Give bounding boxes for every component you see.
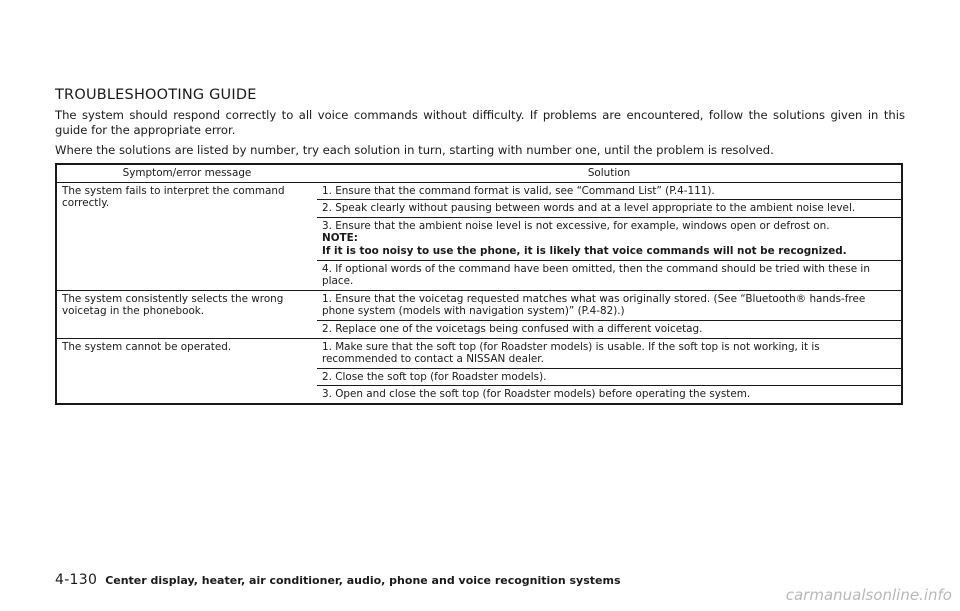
solution-text: 1. Ensure that the voicetag requested matches what was originally stored. (See “Bluetooth® hands-free phone system (models with navigation system)” (P.4-82).) bbox=[322, 292, 866, 318]
solution-text: 2. Speak clearly without pausing between words and at a level appropriate to the ambient noise level. bbox=[322, 202, 856, 215]
solution-text: 3. Ensure that the ambient noise level is not excessive, for example, windows open or defrost on. bbox=[322, 219, 830, 232]
solution-cell bbox=[317, 338, 902, 368]
solution-cell bbox=[317, 200, 902, 218]
solution-text: 2. Replace one of the voicetags being confused with a different voicetag. bbox=[322, 322, 703, 335]
symptom-cell bbox=[56, 290, 317, 338]
table-row bbox=[56, 338, 902, 368]
solution-cell bbox=[317, 290, 902, 320]
table-header-row bbox=[56, 164, 902, 182]
solution-text: 2. Close the soft top (for Roadster models). bbox=[322, 370, 547, 383]
troubleshooting-table bbox=[55, 163, 903, 405]
symptom-cell bbox=[56, 182, 317, 290]
watermark: carmanualsonline.info bbox=[785, 586, 952, 604]
solution-text: 1. Make sure that the soft top (for Roadster models) is usable. If the soft top is not working, it is recommended to contact a NISSAN dealer. bbox=[322, 340, 820, 366]
chapter-title: Center display, heater, air conditioner, audio, phone and voice recognition systems bbox=[105, 574, 621, 587]
page-content bbox=[55, 86, 905, 405]
solution-text: 3. Open and close the soft top (for Roadster models) before operating the system. bbox=[322, 388, 751, 401]
solution-cell bbox=[317, 368, 902, 386]
intro-paragraph-2: Where the solutions are listed by number, try each solution in turn, starting with number one, until the problem is resolved. bbox=[55, 143, 774, 157]
symptom-text: The system fails to interpret the command correctly. bbox=[62, 184, 285, 210]
solution-text: 1. Ensure that the command format is valid, see “Command List” (P.4-111). bbox=[322, 184, 715, 197]
section-title: TROUBLESHOOTING GUIDE bbox=[55, 87, 257, 103]
page-footer bbox=[55, 572, 621, 588]
note-label: NOTE: bbox=[322, 232, 358, 245]
solution-cell bbox=[317, 386, 902, 404]
table-row bbox=[56, 182, 902, 200]
page-number: 4-130 bbox=[55, 572, 98, 588]
symptom-cell bbox=[56, 338, 317, 404]
intro-paragraph-1: The system should respond correctly to all voice commands without difficulty. If problems are encountered, follow the solutions given in this guide for the appropriate error. bbox=[55, 108, 905, 137]
header-solution: Solution bbox=[317, 164, 902, 182]
solution-cell bbox=[317, 217, 902, 260]
header-symptom: Symptom/error message bbox=[56, 164, 317, 182]
symptom-text: The system consistently selects the wrong voicetag in the phonebook. bbox=[62, 292, 284, 318]
solution-cell bbox=[317, 182, 902, 200]
note-text: If it is too noisy to use the phone, it is likely that voice commands will not be recognized. bbox=[322, 244, 847, 257]
solution-cell bbox=[317, 260, 902, 290]
table-row bbox=[56, 290, 902, 320]
solution-cell bbox=[317, 320, 902, 338]
solution-text: 4. If optional words of the command have been omitted, then the command should be tried with these in place. bbox=[322, 262, 870, 288]
symptom-text: The system cannot be operated. bbox=[62, 340, 232, 353]
